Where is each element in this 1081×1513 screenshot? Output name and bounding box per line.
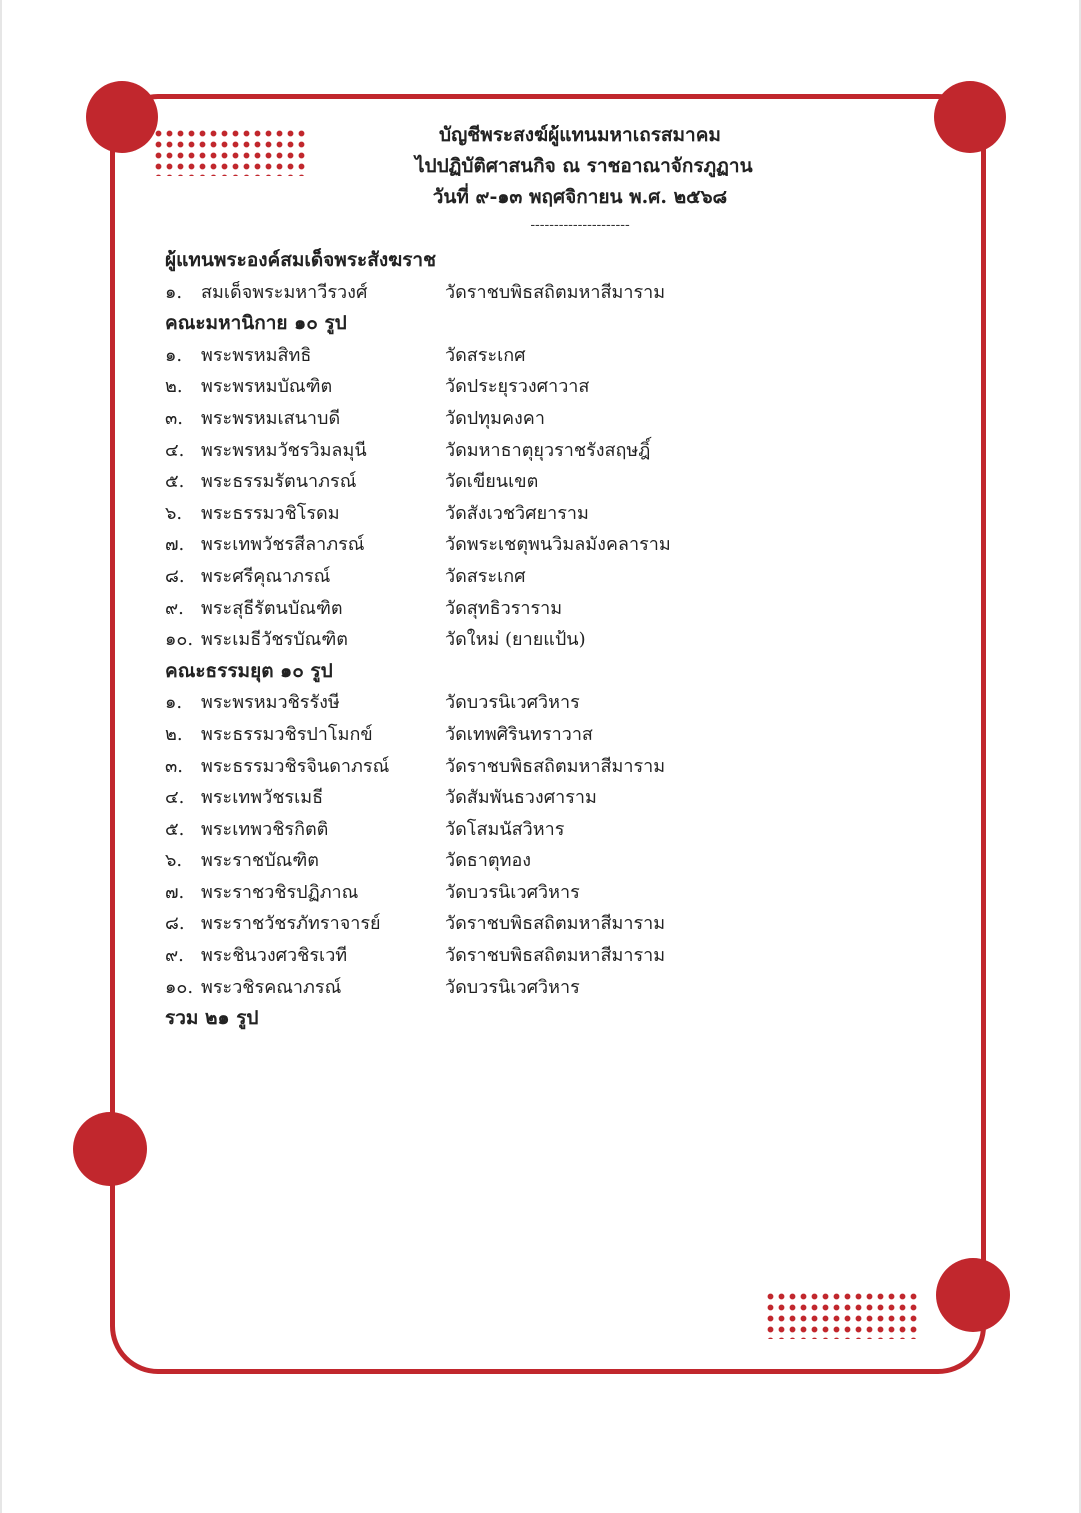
monk-name: พระราชบัณฑิต (201, 850, 319, 872)
temple-name: วัดสระเกศ (445, 565, 526, 587)
monk-name: พระพรหมบัณฑิต (201, 376, 333, 398)
list-item (165, 593, 925, 625)
item-number: ๗. (165, 534, 185, 556)
list-item (165, 751, 925, 783)
decor-circle-top-right (934, 81, 1006, 153)
temple-name: วัดประยุรวงศาวาส (445, 376, 590, 398)
temple-name: วัดบวรนิเวศวิหาร (445, 976, 580, 998)
temple-name: วัดปทุมคงคา (445, 407, 545, 429)
item-number: ๑. (165, 692, 183, 714)
item-number: ๑. (165, 344, 183, 366)
monk-name: พระสุธีรัตนบัณฑิต (201, 597, 343, 619)
header-divider: --------------------- (530, 217, 630, 233)
temple-name: วัดราชบพิธสถิตมหาสีมาราม (445, 755, 666, 777)
list-item (165, 498, 925, 530)
monk-name: พระเทพวัชรเมธี (201, 787, 324, 809)
monk-name: พระราชวชิรปฏิภาณ (201, 881, 359, 903)
section-heading-dhammayut: คณะธรรมยุต ๑๐ รูป (165, 659, 333, 682)
list-item (165, 814, 925, 846)
item-number: ๑๐. (165, 629, 194, 651)
list-item (165, 719, 925, 751)
list-item (165, 940, 925, 972)
total-count: รวม ๒๑ รูป (165, 1007, 259, 1030)
list-item (165, 466, 925, 498)
temple-name: วัดสังเวชวิศยาราม (445, 502, 589, 524)
monk-name: พระชินวงศวชิรเวที (201, 945, 348, 967)
monk-name: สมเด็จพระมหาวีรวงศ์ (201, 281, 368, 303)
monk-name: พระธรรมวชิรจินดาภรณ์ (201, 755, 390, 777)
roster-list (165, 245, 925, 1035)
item-number: ๘. (165, 565, 185, 587)
list-item (165, 529, 925, 561)
decor-dots-bottom-right (765, 1291, 919, 1339)
item-number: ๘. (165, 913, 185, 935)
section-heading-supreme-patriarch: ผู้แทนพระองค์สมเด็จพระสังฆราช (165, 249, 436, 271)
page-edge-left (0, 0, 2, 1513)
monk-name: พระพรหมวชิรรังษี (201, 692, 340, 714)
monk-name: พระพรหมเสนาบดี (201, 407, 341, 429)
temple-name: วัดสระเกศ (445, 344, 526, 366)
list-item (165, 845, 925, 877)
monk-name: พระเทพวชิรกิตติ (201, 818, 329, 840)
item-number: ๙. (165, 945, 184, 967)
monk-name: พระเมธีวัชรบัณฑิต (201, 629, 348, 651)
list-item (165, 277, 925, 309)
monk-name: พระธรรมวชิรปาโมกข์ (201, 723, 373, 745)
monk-name: พระวชิรคณาภรณ์ (201, 976, 342, 998)
list-item (165, 877, 925, 909)
section-heading-mahanikaya: คณะมหานิกาย ๑๐ รูป (165, 312, 347, 335)
monk-name: พระพรหมวัชรวิมลมุนี (201, 439, 367, 461)
list-item (165, 782, 925, 814)
temple-name: วัดสัมพันธวงศาราม (445, 787, 597, 809)
list-item (165, 371, 925, 403)
temple-name: วัดเทพศิรินทราวาส (445, 723, 593, 745)
temple-name: วัดบวรนิเวศวิหาร (445, 692, 580, 714)
list-item (165, 561, 925, 593)
temple-name: วัดใหม่ (ยายแป้น) (445, 629, 586, 651)
monk-name: พระธรรมรัตนาภรณ์ (201, 471, 357, 493)
item-number: ๓. (165, 755, 184, 777)
monk-name: พระศรีคุณาภรณ์ (201, 565, 331, 587)
item-number: ๕. (165, 818, 185, 840)
header-line-3: วันที่ ๙-๑๓ พฤศจิกายน พ.ศ. ๒๕๖๘ (432, 186, 728, 208)
item-number: ๕. (165, 471, 185, 493)
document-content (165, 120, 925, 1035)
temple-name: วัดราชบพิธสถิตมหาสีมาราม (445, 281, 666, 303)
list-item (165, 403, 925, 435)
monk-name: พระเทพวัชรสีลาภรณ์ (201, 534, 365, 556)
temple-name: วัดมหาธาตุยุวราชรังสฤษฎิ์ (445, 439, 651, 461)
monk-name: พระธรรมวชิโรดม (201, 502, 340, 524)
list-item (165, 687, 925, 719)
list-item (165, 972, 925, 1004)
list-item (165, 435, 925, 467)
document-header (165, 120, 753, 235)
item-number: ๗. (165, 881, 185, 903)
list-item (165, 624, 925, 656)
item-number: ๓. (165, 407, 184, 429)
item-number: ๙. (165, 597, 184, 619)
temple-name: วัดราชบพิธสถิตมหาสีมาราม (445, 945, 666, 967)
item-number: ๔. (165, 439, 185, 461)
item-number: ๔. (165, 787, 185, 809)
item-number: ๑๐. (165, 976, 194, 998)
temple-name: วัดบวรนิเวศวิหาร (445, 881, 580, 903)
item-number: ๑. (165, 281, 183, 303)
header-line-1: บัญชีพระสงฆ์ผู้แทนมหาเถรสมาคม (439, 124, 721, 146)
temple-name: วัดพระเชตุพนวิมลมังคลาราม (445, 534, 671, 556)
list-item (165, 340, 925, 372)
temple-name: วัดเขียนเขต (445, 471, 539, 493)
item-number: ๒. (165, 376, 183, 398)
temple-name: วัดสุทธิวราราม (445, 597, 563, 619)
temple-name: วัดราชบพิธสถิตมหาสีมาราม (445, 913, 666, 935)
decor-circle-top-left (86, 81, 158, 153)
list-item (165, 908, 925, 940)
item-number: ๖. (165, 502, 183, 524)
decor-circle-left (73, 1112, 147, 1186)
item-number: ๖. (165, 850, 183, 872)
monk-name: พระพรหมสิทธิ (201, 344, 312, 366)
temple-name: วัดธาตุทอง (445, 850, 532, 872)
decor-circle-bottom-right (936, 1258, 1010, 1332)
temple-name: วัดโสมนัสวิหาร (445, 818, 565, 840)
monk-name: พระราชวัชรภัทราจารย์ (201, 913, 381, 935)
item-number: ๒. (165, 723, 183, 745)
header-line-2: ไปปฏิบัติศาสนกิจ ณ ราชอาณาจักรภูฏาน (415, 155, 753, 177)
